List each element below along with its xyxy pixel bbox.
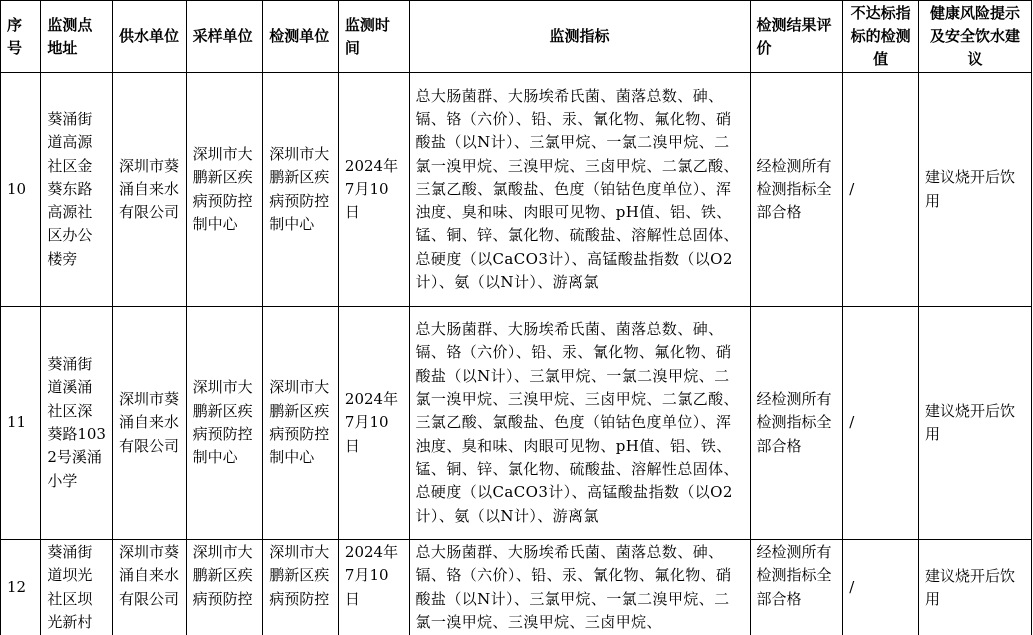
- header-failed: 不达标指标的检测值: [843, 1, 919, 73]
- monitoring-time: 2024年7月10日: [338, 307, 409, 540]
- testing-unit: 深圳市大鹏新区疾病预防控制中心: [263, 307, 339, 540]
- health-advice: 建议烧开后饮用: [918, 540, 1031, 635]
- test-result: 经检测所有检测指标全部合格: [750, 540, 843, 635]
- sampling-unit: 深圳市大鹏新区疾病预防控制中心: [186, 73, 263, 307]
- header-site: 监测点地址: [41, 1, 113, 73]
- header-supplier: 供水单位: [112, 1, 186, 73]
- monitoring-time: 2024年7月10日: [338, 73, 409, 307]
- site-address: 葵涌街道高源社区金葵东路高源社区办公楼旁: [41, 73, 113, 307]
- test-result: 经检测所有检测指标全部合格: [750, 307, 843, 540]
- header-result: 检测结果评价: [750, 1, 843, 73]
- monitoring-indicators: 总大肠菌群、大肠埃希氏菌、菌落总数、砷、镉、铬（六价）、铅、汞、氰化物、氟化物、硝酸盐（以N计）、三氯甲烷、一氯二溴甲烷、二氯一溴甲烷、三溴甲烷、三卤甲烷、: [409, 540, 750, 635]
- header-tester: 检测单位: [263, 1, 339, 73]
- sampling-unit: 深圳市大鹏新区疾病预防控制中心: [186, 307, 263, 540]
- sampling-unit: 深圳市大鹏新区疾病预防控: [186, 540, 263, 635]
- testing-unit: 深圳市大鹏新区疾病预防控: [263, 540, 339, 635]
- table-row: [1, 73, 1032, 307]
- failed-values: /: [843, 540, 919, 635]
- water-supplier: 深圳市葵涌自来水有限公司: [112, 540, 186, 635]
- site-address: 葵涌街道坝光社区坝光新村: [41, 540, 113, 635]
- table-row: [1, 307, 1032, 540]
- health-advice: 建议烧开后饮用: [918, 307, 1031, 540]
- failed-values: /: [843, 307, 919, 540]
- header-indicators: 监测指标: [409, 1, 750, 73]
- header-advice: 健康风险提示及安全饮水建议: [918, 1, 1031, 73]
- monitoring-indicators: 总大肠菌群、大肠埃希氏菌、菌落总数、砷、镉、铬（六价）、铅、汞、氰化物、氟化物、硝酸盐（以N计）、三氯甲烷、一氯二溴甲烷、二氯一溴甲烷、三溴甲烷、三卤甲烷、二氯乙酸、三氯乙酸、氯酸盐、色度（铂钴色度单位）、浑浊度、臭和味、肉眼可见物、pH值、铝、铁、锰、铜、锌、氯化物、硫酸盐、溶解性总固体、总硬度（以CaCO3计）、高锰酸盐指数（以O2计）、氨（以N计）、游离氯: [409, 307, 750, 540]
- failed-values: /: [843, 73, 919, 307]
- testing-unit: 深圳市大鹏新区疾病预防控制中心: [263, 73, 339, 307]
- header-time: 监测时间: [338, 1, 409, 73]
- monitoring-indicators: 总大肠菌群、大肠埃希氏菌、菌落总数、砷、镉、铬（六价）、铅、汞、氰化物、氟化物、硝酸盐（以N计）、三氯甲烷、一氯二溴甲烷、二氯一溴甲烷、三溴甲烷、三卤甲烷、二氯乙酸、三氯乙酸、氯酸盐、色度（铂钴色度单位）、浑浊度、臭和味、肉眼可见物、pH值、铝、铁、锰、铜、锌、氯化物、硫酸盐、溶解性总固体、总硬度（以CaCO3计）、高锰酸盐指数（以O2计）、氨（以N计）、游离氯: [409, 73, 750, 307]
- site-address: 葵涌街道溪涌社区深葵路1032号溪涌小学: [41, 307, 113, 540]
- water-supplier: 深圳市葵涌自来水有限公司: [112, 73, 186, 307]
- test-result: 经检测所有检测指标全部合格: [750, 73, 843, 307]
- row-number: 12: [1, 540, 41, 635]
- water-supplier: 深圳市葵涌自来水有限公司: [112, 307, 186, 540]
- header-row: [1, 1, 1032, 73]
- row-number: 10: [1, 73, 41, 307]
- header-no: 序号: [1, 1, 41, 73]
- table-row: [1, 540, 1032, 635]
- health-advice: 建议烧开后饮用: [918, 73, 1031, 307]
- header-sampler: 采样单位: [186, 1, 263, 73]
- row-number: 11: [1, 307, 41, 540]
- monitoring-time: 2024年7月10日: [338, 540, 409, 635]
